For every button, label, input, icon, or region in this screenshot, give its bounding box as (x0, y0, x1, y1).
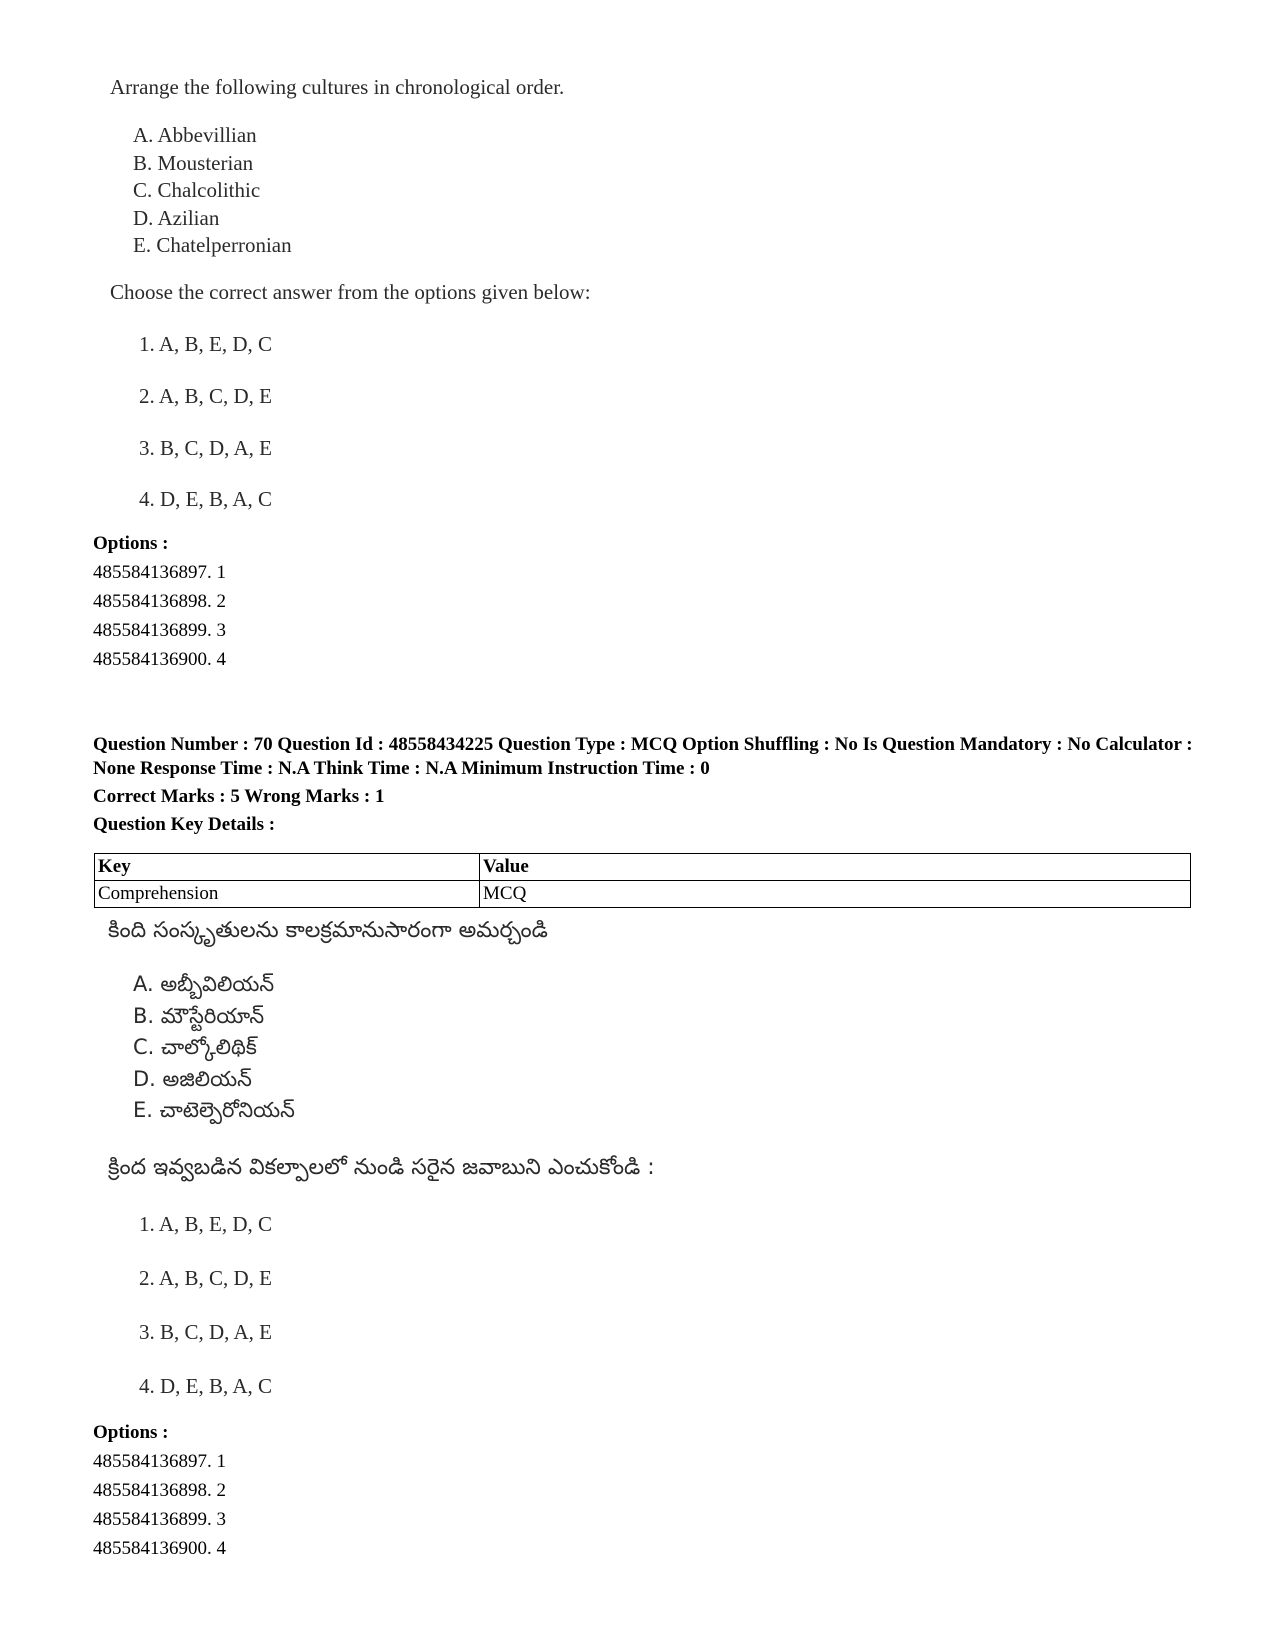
answer-choice: 1. A, B, E, D, C (139, 332, 273, 356)
answer-choice: 3. B, C, D, A, E (139, 436, 273, 460)
answer-choice: 2. A, B, C, D, E (139, 384, 273, 408)
question-prompt-en: Arrange the following cultures in chronological order. (110, 75, 565, 99)
option-item: 485584136898. 2 (93, 1480, 226, 1501)
option-item: 485584136898. 2 (93, 591, 226, 612)
list-item: A. అబ్బీవిలియన్ (133, 972, 275, 996)
culture-list-te (133, 969, 295, 1127)
header-value: Value (480, 854, 1191, 881)
instruction-en: Choose the correct answer from the options given below: (110, 280, 591, 304)
key-details-label: Question Key Details : (93, 814, 276, 835)
question-meta: Question Number : 70 Question Id : 48558434225 Question Type : MCQ Option Shuffling : No Is Question Mandatory : No Calculator : None Response Time : N.A Think Time : N.A Minimum Instruction Time : 0 (93, 734, 1193, 779)
instruction-te: క్రింద ఇవ్వబడిన వికల్పాలలో నుండి సరైన జవాబుని ఎంచుకోండి : (108, 1155, 655, 1180)
list-item: C. Chalcolithic (133, 178, 261, 202)
answer-choice: 1. A, B, E, D, C (139, 1212, 273, 1236)
answer-choice: 4. D, E, B, A, C (139, 1374, 273, 1398)
options-list (93, 1447, 226, 1563)
answer-choice: 3. B, C, D, A, E (139, 1320, 273, 1344)
list-item: D. అజిలియన్ (133, 1066, 252, 1091)
options-label: Options : (93, 1422, 169, 1443)
options-list (93, 558, 226, 674)
list-item: B. Mousterian (133, 150, 254, 175)
header-key: Key (95, 854, 480, 881)
list-item: E. Chatelperronian (133, 233, 292, 257)
list-item: B. మౌస్టేరియాన్ (133, 1003, 265, 1028)
option-item: 485584136900. 4 (93, 649, 226, 670)
table-row (95, 881, 1191, 908)
option-item: 485584136897. 1 (93, 562, 226, 583)
list-item: E. చాటెల్పెరోనియన్ (133, 1098, 295, 1122)
culture-list-en (133, 122, 292, 260)
marks-info: Correct Marks : 5 Wrong Marks : 1 (93, 786, 385, 807)
key-details-table (94, 853, 1191, 908)
option-item: 485584136897. 1 (93, 1451, 226, 1472)
option-item: 485584136899. 3 (93, 620, 226, 641)
cell-value: MCQ (480, 881, 1191, 908)
option-item: 485584136899. 3 (93, 1509, 226, 1530)
options-label: Options : (93, 533, 169, 554)
list-item: C. చాల్కోలిథిక్ (133, 1035, 257, 1059)
list-item: D. Azilian (133, 205, 220, 230)
answer-choice: 4. D, E, B, A, C (139, 487, 273, 511)
list-item: A. Abbevillian (133, 123, 257, 147)
cell-key: Comprehension (95, 881, 480, 908)
table-header-row (95, 854, 1191, 881)
answer-choice: 2. A, B, C, D, E (139, 1266, 273, 1290)
option-item: 485584136900. 4 (93, 1538, 226, 1559)
question-prompt-te: కింది సంస్కృతులను కాలక్రమానుసారంగా అమర్చండి (108, 918, 548, 943)
